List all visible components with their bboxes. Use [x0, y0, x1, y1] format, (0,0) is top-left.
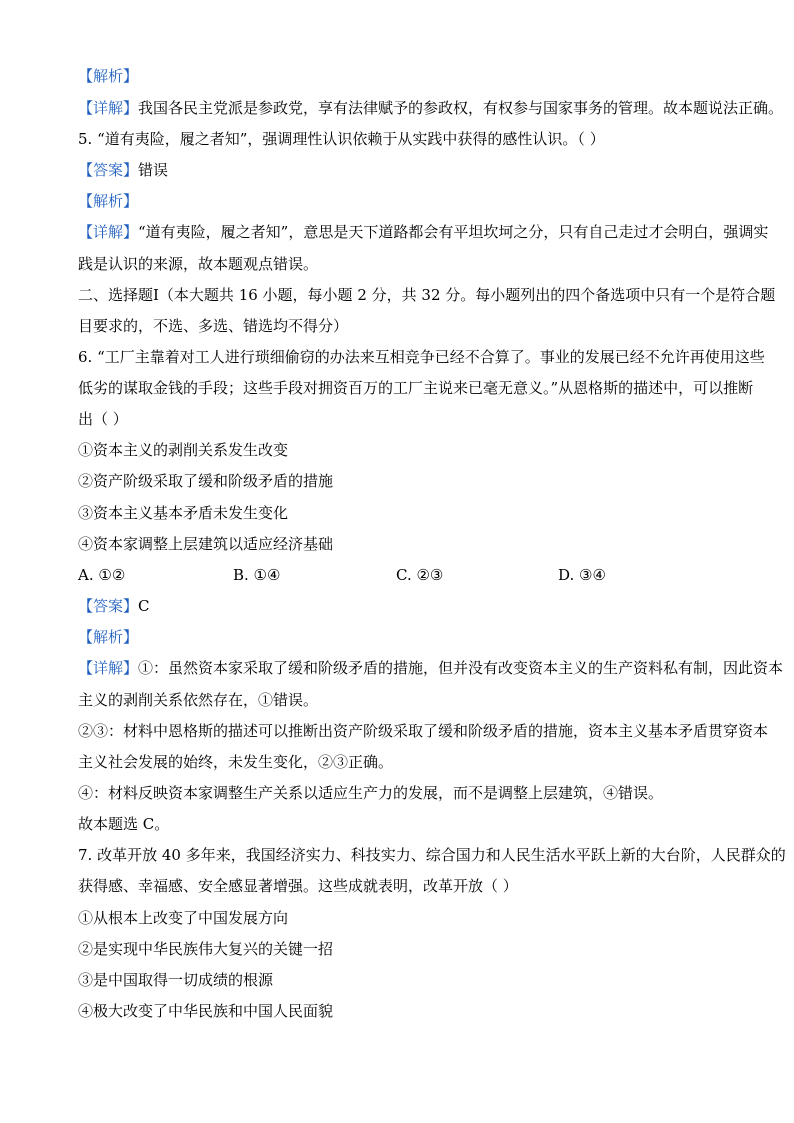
answer-text: C — [138, 597, 150, 615]
q7-statement-2: ②是实现中华民族伟大复兴的关键一招 — [78, 940, 334, 958]
analysis-tag: 【解析】 — [78, 67, 139, 85]
option-b: B. ①④ — [233, 566, 281, 584]
explanation-q6-line1 — [78, 658, 783, 678]
analysis-tag: 【解析】 — [78, 192, 139, 210]
explanation-text: ①：虽然资本家采取了缓和阶级矛盾的措施，但并没有改变资本主义的生产资料私有制，因此资本 — [138, 659, 784, 677]
question-7-line2: 获得感、幸福感、安全感显著增强。这些成就表明，改革开放（ ） — [78, 877, 518, 895]
explanation-tag: 【详解】 — [78, 659, 139, 677]
question-6-line3: 出（ ） — [78, 410, 128, 428]
question-7-line1: 7. 改革开放 40 多年来，我国经济实力、科技实力、综合国力和人民生活水平跃上新的大台阶，人民群众的 — [78, 846, 786, 864]
explanation-q4 — [78, 98, 783, 118]
analysis-label-q4 — [78, 66, 138, 86]
analysis-label-q5 — [78, 191, 138, 211]
statement-2: ②资产阶级采取了缓和阶级矛盾的措施 — [78, 472, 334, 490]
option-a: A. ①② — [78, 566, 126, 584]
section-heading-line1: 二、选择题Ⅰ（本大题共 16 小题，每小题 2 分，共 32 分。每小题列出的四个备选项中只有一个是符合题 — [78, 286, 776, 304]
option-d: D. ③④ — [558, 566, 606, 584]
answer-text: 错误 — [138, 161, 169, 179]
explanation-q5-line1 — [78, 222, 768, 242]
section-heading-line2: 目要求的，不选、多选、错选均不得分） — [78, 317, 349, 335]
explanation-q5-line2: 践是认识的来源，故本题观点错误。 — [78, 255, 319, 273]
q7-statement-1: ①从根本上改变了中国发展方向 — [78, 909, 289, 927]
option-c: C. ②③ — [396, 566, 444, 584]
explanation-q6-conclusion: 故本题选 C。 — [78, 815, 170, 833]
question-6-line1: 6. “工厂主靠着对工人进行琐细偷窃的办法来互相竞争已经不合算了。事业的发展已经不允许再使用这些 — [78, 348, 765, 366]
answer-q6 — [78, 596, 150, 616]
analysis-tag: 【解析】 — [78, 628, 139, 646]
explanation-text: 我国各民主党派是参政党，享有法律赋予的参政权，有权参与国家事务的管理。故本题说法正确。 — [138, 99, 784, 117]
statement-4: ④资本家调整上层建筑以适应经济基础 — [78, 535, 334, 553]
answer-tag: 【答案】 — [78, 597, 139, 615]
q7-statement-4: ④极大改变了中华民族和中国人民面貌 — [78, 1002, 334, 1020]
explanation-q6-line2: 主义的剥削关系依然存在，①错误。 — [78, 691, 319, 709]
explanation-q6-line4: 主义社会发展的始终，未发生变化，②③正确。 — [78, 753, 394, 771]
explanation-q6-line5: ④：材料反映资本家调整生产关系以适应生产力的发展，而不是调整上层建筑，④错误。 — [78, 784, 664, 802]
explanation-tag: 【详解】 — [78, 223, 139, 241]
answer-tag: 【答案】 — [78, 161, 139, 179]
explanation-text: “道有夷险，履之者知”，意思是天下道路都会有平坦坎坷之分，只有自己走过才会明白，强调实 — [138, 223, 769, 241]
answer-q5 — [78, 160, 168, 180]
explanation-q6-line3: ②③：材料中恩格斯的描述可以推断出资产阶级采取了缓和阶级矛盾的措施，资本主义基本矛盾贯穿资本 — [78, 722, 769, 740]
q7-statement-3: ③是中国取得一切成绩的根源 — [78, 971, 274, 989]
statement-1: ①资本主义的剥削关系发生改变 — [78, 441, 289, 459]
question-5: 5. “道有夷险，履之者知”，强调理性认识依赖于从实践中获得的感性认识。（ ） — [78, 130, 605, 148]
explanation-tag: 【详解】 — [78, 99, 139, 117]
statement-3: ③资本主义基本矛盾未发生变化 — [78, 504, 289, 522]
analysis-label-q6 — [78, 627, 138, 647]
question-6-line2: 低劣的谋取金钱的手段；这些手段对拥资百万的工厂主说来已毫无意义。”从恩格斯的描述中，可以推断 — [78, 379, 754, 397]
